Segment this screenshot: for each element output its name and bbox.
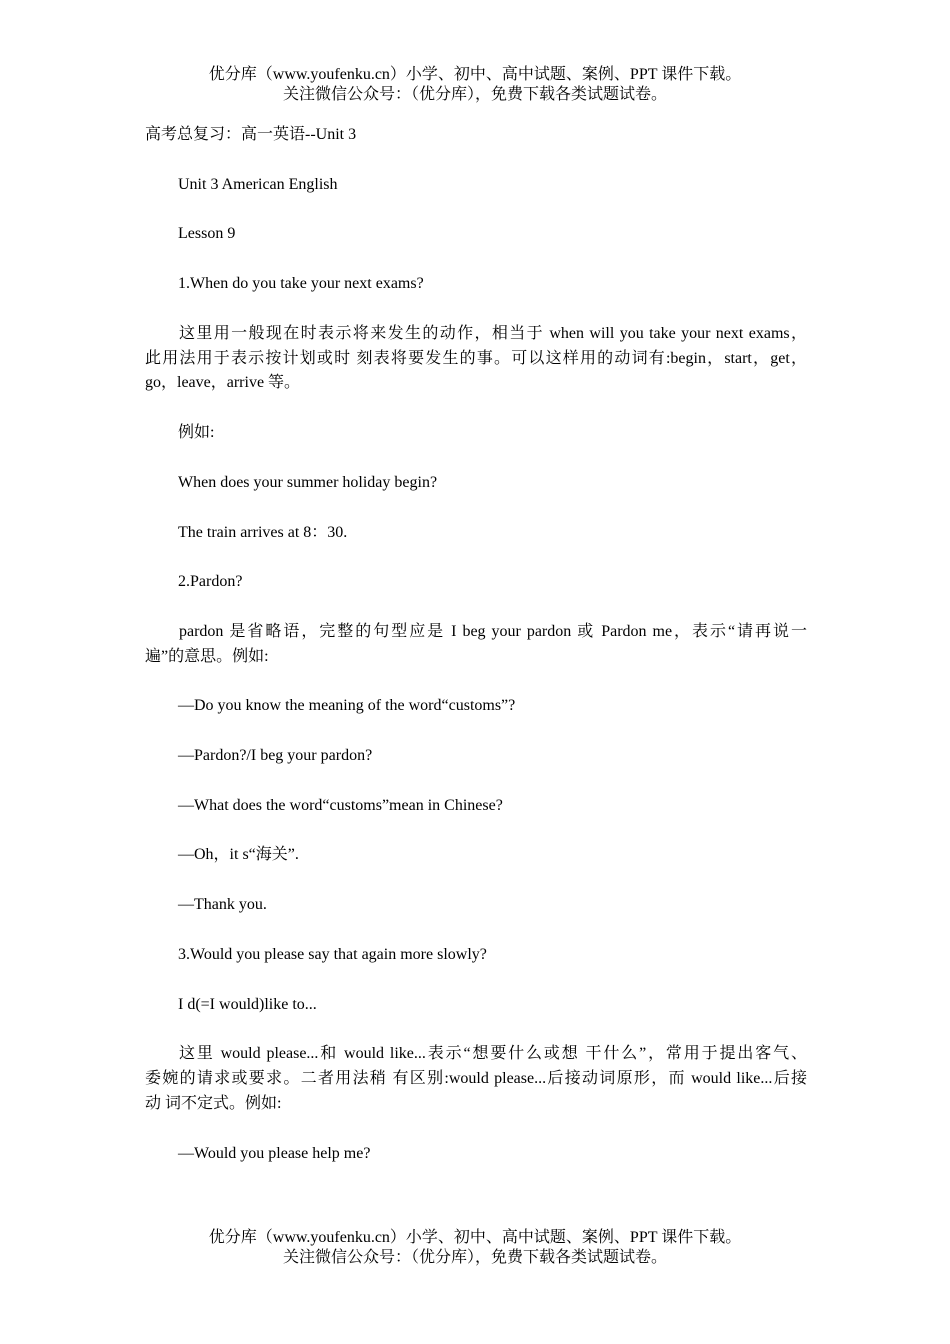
- explanation-line: 此用法用于表示按计划或时 刻表将要发生的事。可以这样用的动词有:begin，start，get，: [145, 349, 807, 367]
- page-footer: [0, 1228, 950, 1268]
- page-header: [0, 65, 950, 105]
- dialogue-line: —Oh，it s“海关”.: [178, 846, 299, 864]
- dialogue-line: —Do you know the meaning of the word“customs”?: [178, 697, 516, 715]
- question-3: 3.Would you please say that again more slowly?: [178, 945, 487, 963]
- footer-line-2: 关注微信公众号：（优分库），免费下载各类试题试卷。: [282, 1249, 667, 1266]
- explanation-line: 委婉的请求或要求。二者用法稍 有区别:would please...后接动词原形，而 would like...后接: [145, 1070, 807, 1088]
- question-3-sub: I d(=I would)like to...: [178, 995, 317, 1013]
- explanation-line: 这里用一般现在时表示将来发生的动作，相当于 when will you take your next exams，: [179, 324, 807, 342]
- example-label: 例如:: [178, 424, 215, 442]
- dialogue-line: —Pardon?/I beg your pardon?: [178, 747, 373, 765]
- question-3-explanation: [145, 1042, 807, 1117]
- document-title: 高考总复习：高一英语--Unit 3: [145, 126, 357, 143]
- footer-line-1: 优分库（www.youfenku.cn）小学、初中、高中试题、案例、PPT 课件下载。: [208, 1229, 742, 1246]
- explanation-line: go，leave，arrive 等。: [145, 374, 301, 392]
- question-2-explanation: [145, 620, 807, 670]
- explanation-line: pardon 是省略语，完整的句型应是 I beg your pardon 或 Pardon me，表示“请再说一: [179, 622, 807, 640]
- document-body: [145, 123, 807, 1191]
- explanation-line: 这里 would please...和 would like...表示“想要什么或想 干什么”，常用于提出客气、: [179, 1045, 807, 1063]
- header-line-2: 关注微信公众号：（优分库），免费下载各类试题试卷。: [282, 86, 667, 103]
- example-sentence: The train arrives at 8：30.: [178, 523, 348, 541]
- question-1-explanation: [145, 322, 807, 397]
- dialogue-line: —Thank you.: [178, 896, 267, 914]
- explanation-line: 遍”的意思。例如:: [145, 647, 269, 665]
- header-line-1: 优分库（www.youfenku.cn）小学、初中、高中试题、案例、PPT 课件下载。: [208, 66, 742, 83]
- example-sentence: When does your summer holiday begin?: [178, 473, 438, 491]
- lesson-heading: Lesson 9: [178, 225, 236, 243]
- dialogue-line: —What does the word“customs”mean in Chinese?: [178, 796, 503, 814]
- question-1: 1.When do you take your next exams?: [178, 275, 424, 293]
- unit-heading: Unit 3 American English: [178, 175, 338, 193]
- explanation-line: 动 词不定式。例如:: [145, 1094, 282, 1112]
- example-sentence: —Would you please help me?: [178, 1144, 371, 1162]
- question-2: 2.Pardon?: [178, 573, 243, 591]
